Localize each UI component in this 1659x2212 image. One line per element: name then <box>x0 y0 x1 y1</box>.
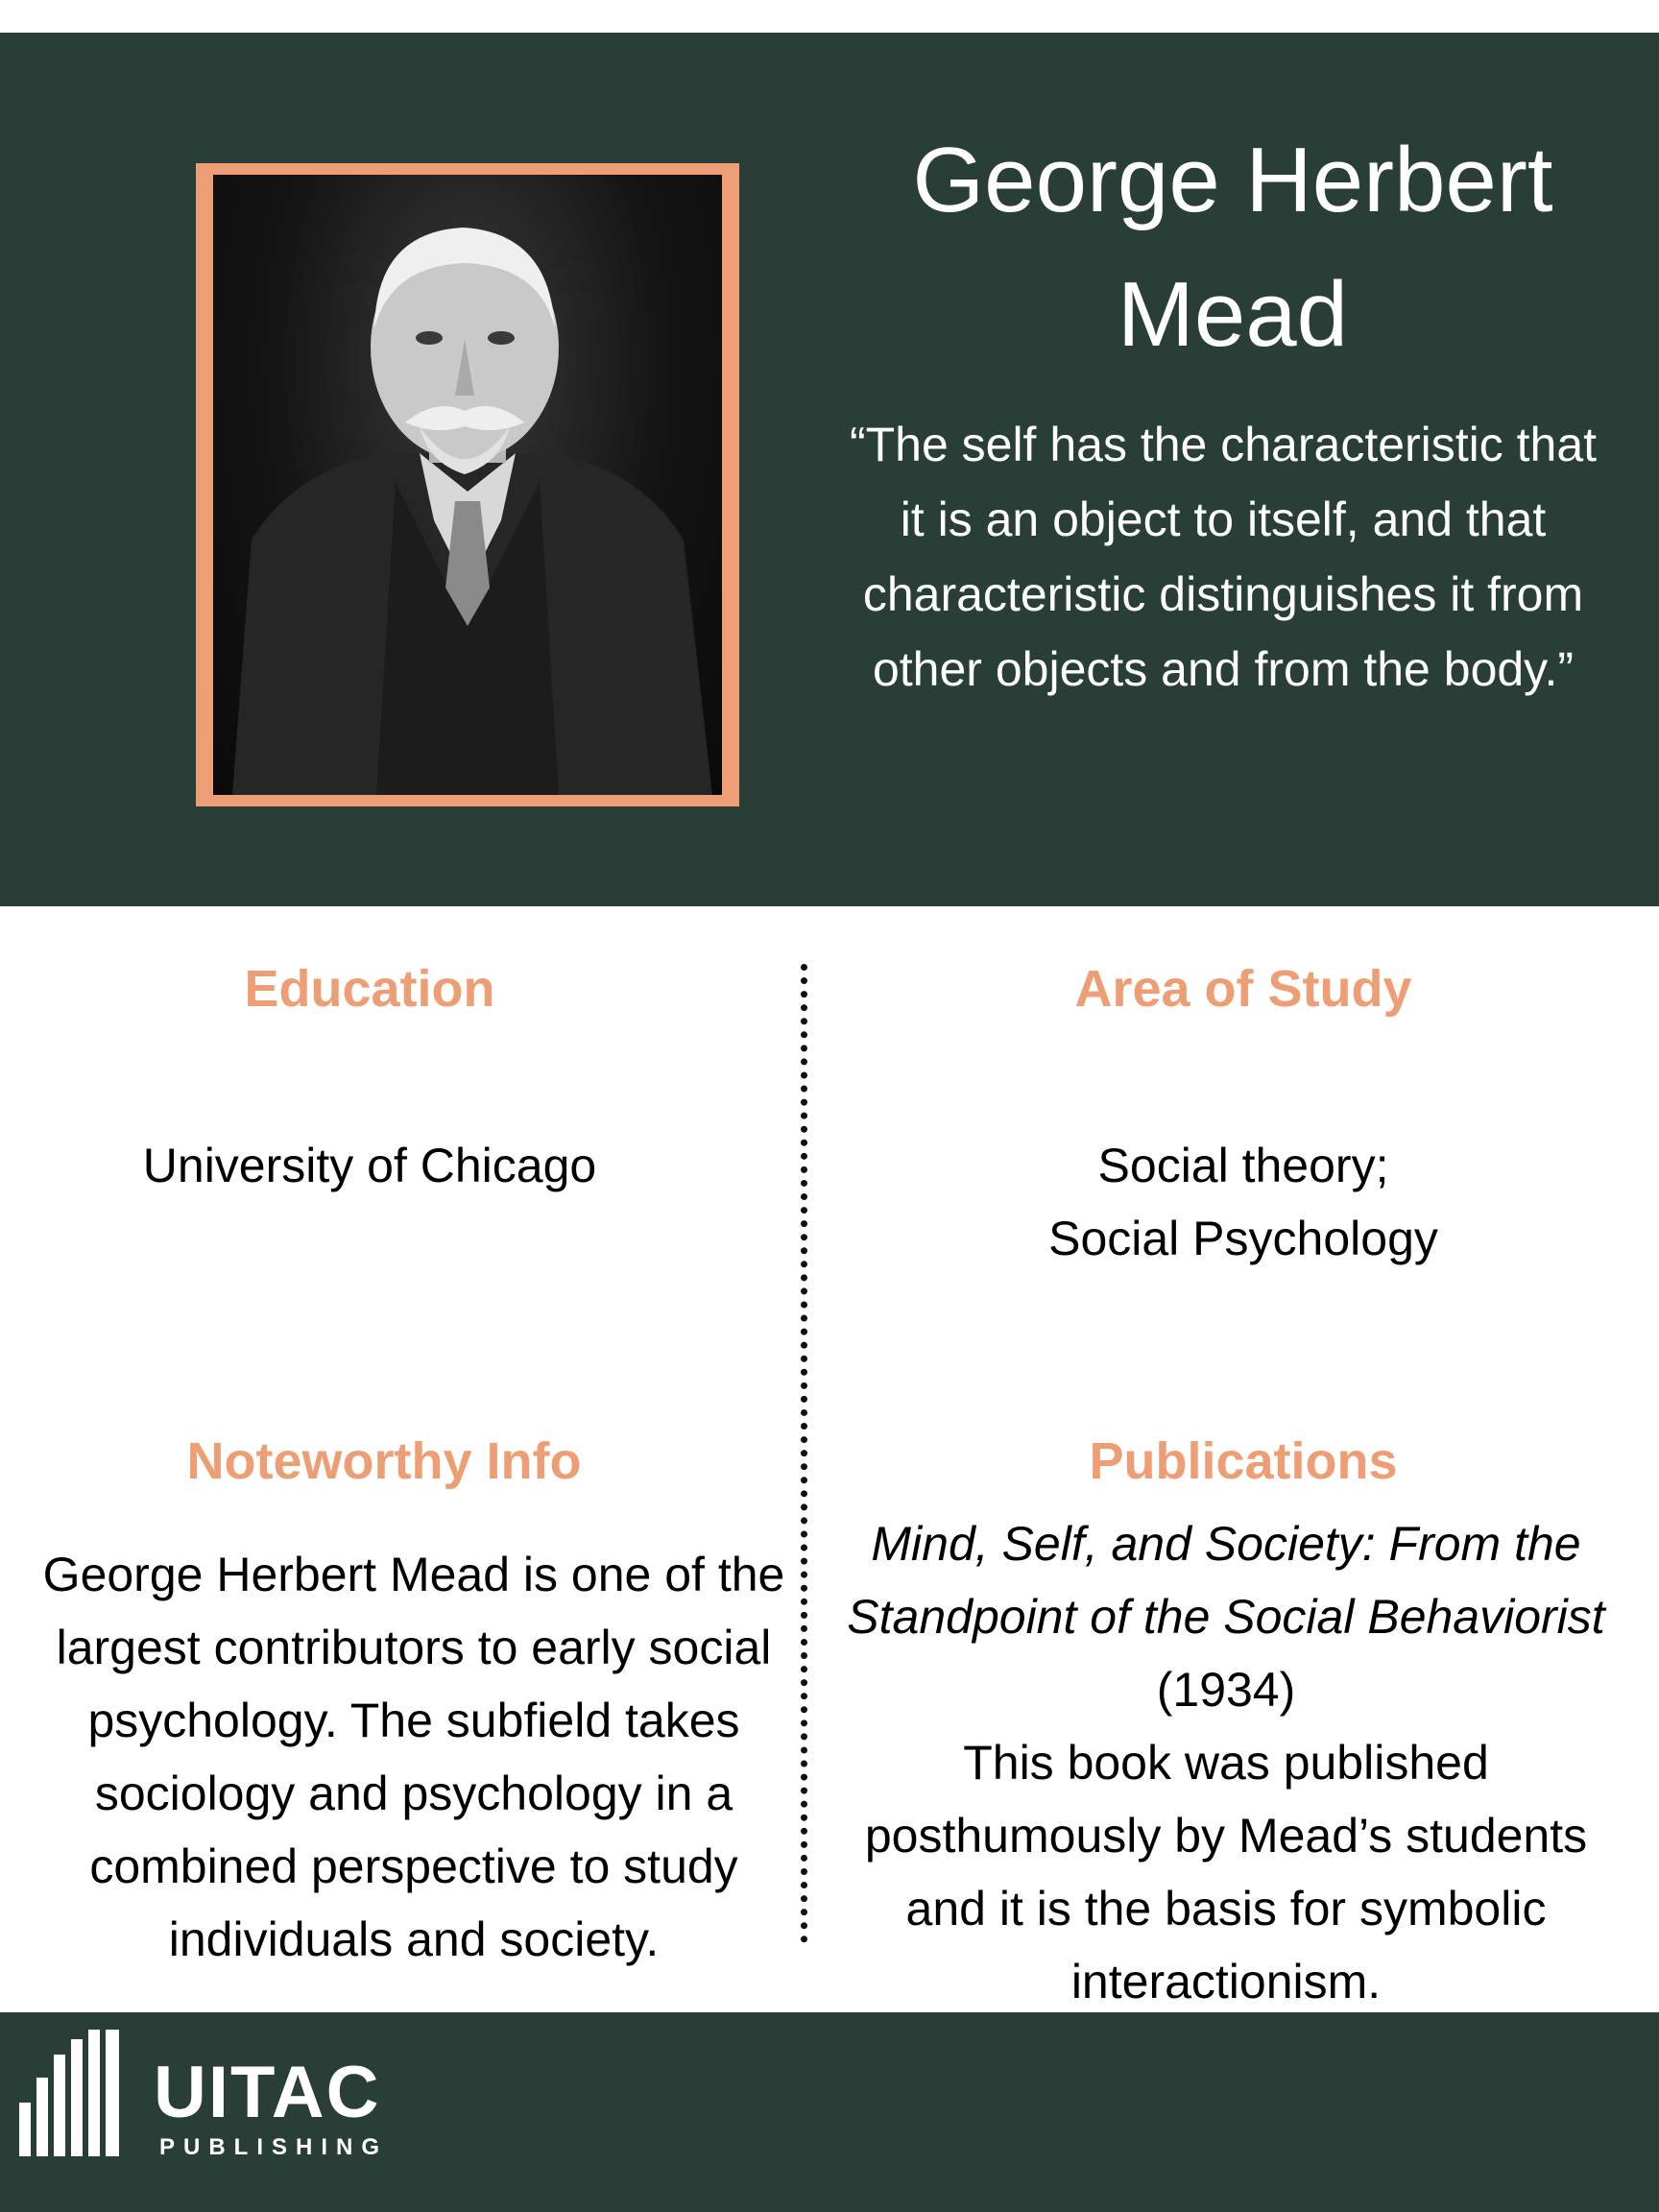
area-of-study-line-2: Social Psychology <box>1048 1212 1438 1265</box>
portrait-photo <box>213 175 722 795</box>
portrait-illustration <box>213 175 722 795</box>
publication-description: This book was published posthumously by Mead’s students and it is the basis for symbolic interactionism. <box>864 1736 1588 2008</box>
area-of-study-line-1: Social theory; <box>1097 1139 1389 1192</box>
publisher-logo-icon <box>19 2030 132 2156</box>
area-of-study-heading: Area of Study <box>1074 960 1412 1018</box>
publication-year: (1934) <box>1156 1663 1296 1717</box>
publications-heading: Publications <box>1089 1432 1398 1490</box>
person-name: George Herbert Mead <box>912 129 1553 366</box>
publications-text <box>812 1507 1640 2018</box>
publication-title: Mind, Self, and Society: From the Standpoint of the Social Behaviorist <box>847 1517 1605 1644</box>
quote-text: “The self has the characteristic that it is an object to itself, and that characteristic distinguishes it from other objects and from the body.” <box>849 418 1598 696</box>
column-divider <box>801 964 807 1943</box>
noteworthy-heading: Noteworthy Info <box>186 1432 582 1490</box>
publisher-logo-subtitle: PUBLISHING <box>159 2134 389 2160</box>
education-text: University of Chicago <box>142 1139 597 1192</box>
publisher-logo-wordmark: UITAC <box>154 2052 381 2133</box>
noteworthy-text: George Herbert Mead is one of the largest contributors to early social psychology. The subfield takes sociology and psychology in a combined perspective to study individuals and society. <box>42 1548 785 1966</box>
area-of-study-text <box>922 1129 1565 1275</box>
education-heading: Education <box>244 960 495 1018</box>
